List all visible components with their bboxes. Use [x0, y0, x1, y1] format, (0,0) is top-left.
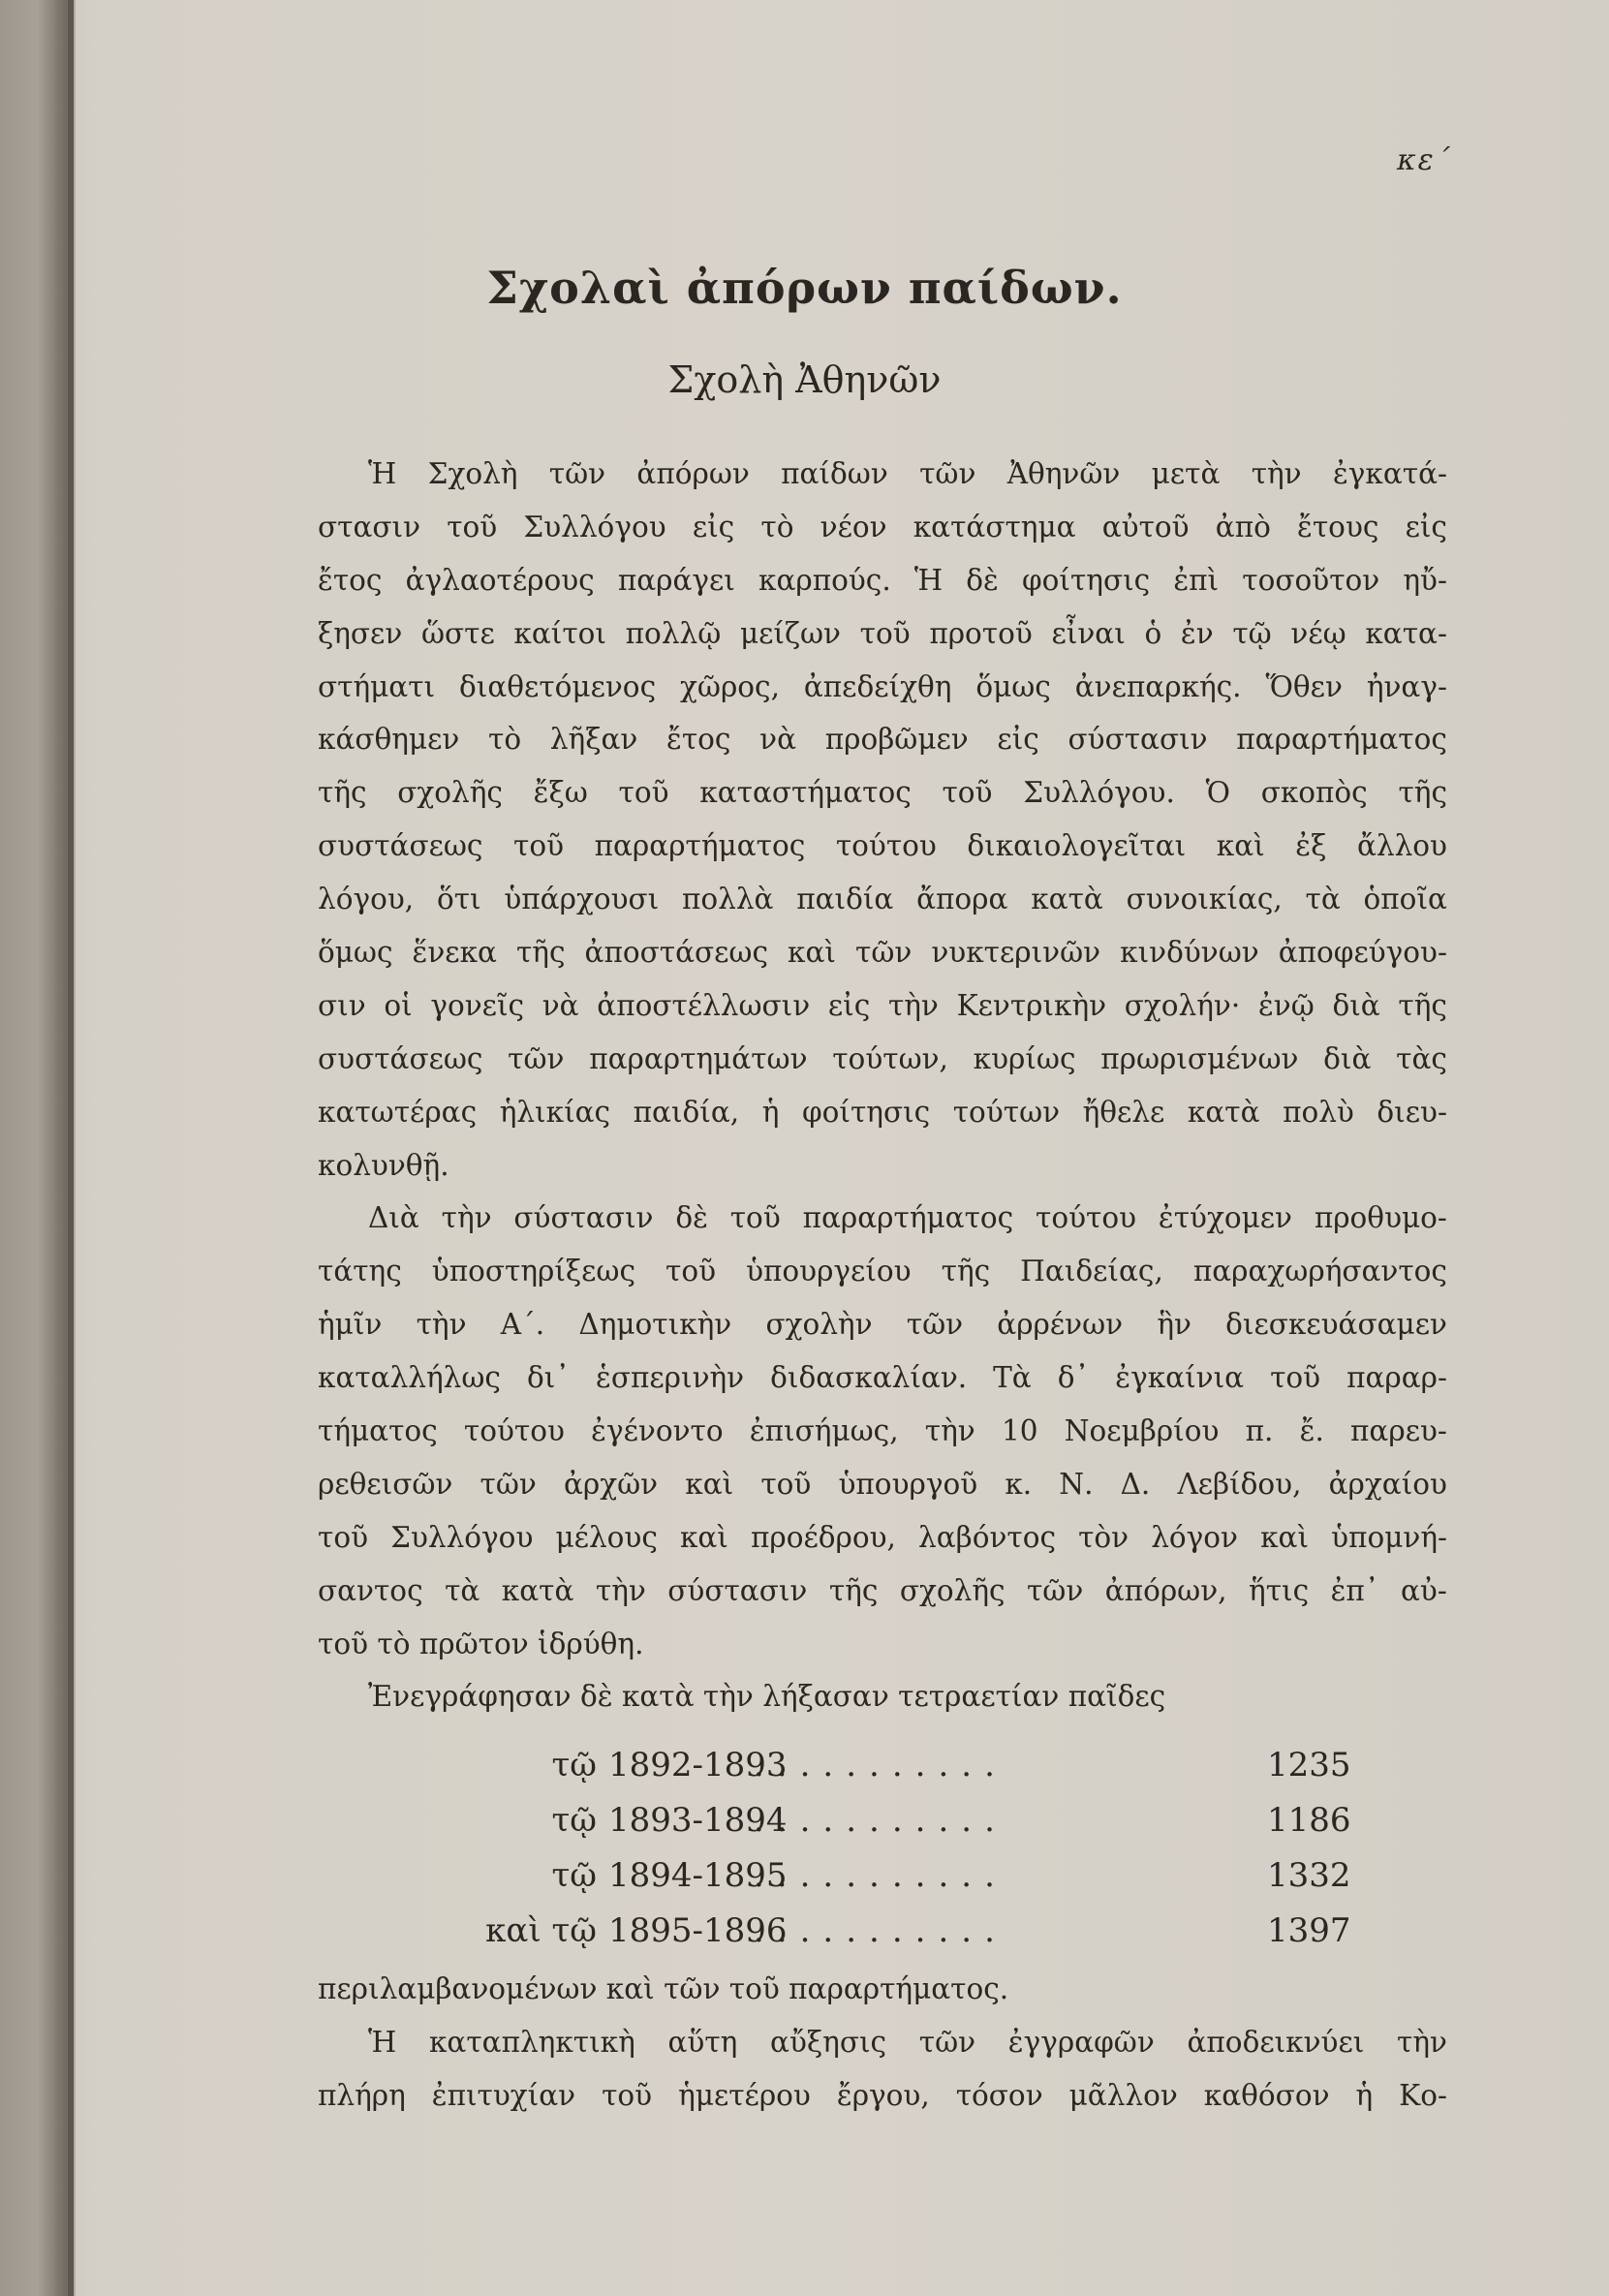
word: διευ-: [1377, 1095, 1447, 1129]
word: ἀρχῶν: [563, 1467, 659, 1501]
word: ἐξ: [1295, 829, 1327, 863]
word: ὑποστηρίξεως: [431, 1255, 636, 1288]
word: ἀποφεύγου-: [1278, 936, 1447, 970]
text-line: [318, 926, 1447, 979]
word: ὅμως: [975, 669, 1051, 703]
word: Ἡ: [368, 2025, 397, 2059]
word: τούτων,: [832, 1041, 948, 1075]
word: διὰ: [1332, 988, 1380, 1022]
word: σύστασιν: [1068, 723, 1208, 757]
text-line: [318, 873, 1447, 926]
word: εἰς: [1405, 510, 1447, 543]
word: λαβόντος: [918, 1520, 1056, 1554]
word: τῶν: [508, 1041, 565, 1075]
word: ἔτος: [666, 723, 731, 757]
word: ἔτους: [1297, 510, 1379, 543]
word: χῶρος,: [680, 669, 780, 703]
text-line: [318, 448, 1447, 501]
word: π.: [1245, 1414, 1274, 1448]
word: Ν.: [1059, 1467, 1094, 1501]
word: τοῦ: [665, 1255, 717, 1288]
word: κυρίως: [973, 1041, 1076, 1075]
word: ἑσπερινὴν: [596, 1361, 745, 1395]
word: Τὰ: [993, 1361, 1032, 1395]
enrollment-prefix: τῷ: [551, 1746, 597, 1784]
word: ἀνεπαρκής.: [1074, 669, 1242, 703]
word: ἐγένοντο: [591, 1414, 724, 1448]
word: Ἡ: [368, 457, 397, 490]
word: τῶν: [906, 1308, 964, 1342]
word: προβῶμεν: [824, 723, 969, 757]
word: ὅτι: [436, 883, 481, 916]
word: τήματος: [318, 1414, 438, 1448]
word: διεσκευάσαμεν: [1225, 1308, 1447, 1342]
word: κατωτέρας: [318, 1095, 478, 1129]
word: συνοικίας,: [1126, 883, 1283, 916]
word: διὰ: [1323, 1041, 1372, 1075]
word: τῶν: [918, 2025, 976, 2059]
word: τὴν: [924, 1414, 975, 1448]
word: ὁποῖα: [1363, 883, 1447, 916]
word: ὅμως: [318, 936, 393, 970]
word: σύστασιν: [667, 1573, 808, 1607]
text-line: [318, 661, 1447, 714]
word: Δημοτικὴν: [578, 1308, 732, 1342]
book-gutter: [0, 0, 76, 2296]
word: τὴν: [416, 1308, 467, 1342]
word: τὸ: [488, 723, 522, 757]
word: ἔτος: [318, 563, 383, 597]
word: τῆς: [941, 1255, 991, 1288]
word: ἐπιτυχίαν: [431, 2078, 576, 2112]
word: φοίτησις: [801, 1095, 931, 1129]
word: πολὺ: [1283, 1095, 1354, 1129]
word: τὸ: [760, 510, 794, 543]
leader-dots: ...........: [754, 1856, 1007, 1895]
word: παραχωρήσαντος: [1192, 1255, 1447, 1288]
word: ἄλλου: [1356, 829, 1447, 863]
word: παράγει: [617, 563, 735, 597]
word: ἐνῷ: [1257, 988, 1315, 1022]
enrollment-row: [318, 1739, 1447, 1792]
word: τῶν: [548, 457, 606, 490]
word: τόσον: [955, 2078, 1043, 2112]
word: στήματι: [318, 669, 436, 703]
word: νέῳ: [1290, 616, 1346, 650]
enrollment-count: 1186: [1267, 1801, 1351, 1840]
gutter-shadow: [68, 0, 74, 2296]
word: ηὔ-: [1403, 563, 1447, 597]
word: κατὰ: [1031, 883, 1103, 916]
text-line: [318, 1565, 1447, 1618]
word: καταστήματος: [699, 776, 912, 810]
word: Διὰ: [368, 1201, 419, 1235]
word: ἥτις: [1249, 1573, 1310, 1607]
word: καταπληκτικὴ: [428, 2025, 635, 2059]
word: ὁ: [1144, 616, 1162, 650]
enrollment-row: [318, 1849, 1447, 1903]
word: παραρτήματος: [594, 829, 806, 863]
word: τὴν: [595, 1573, 646, 1607]
word: ἐγκαίνια: [1115, 1361, 1245, 1395]
word: τῶν: [855, 936, 913, 970]
leader-dots: ...........: [754, 1801, 1007, 1840]
text-line: [318, 1245, 1447, 1298]
word: ἡ: [1355, 2078, 1374, 2112]
word: καταλλήλως: [318, 1361, 501, 1395]
word: τοῦ: [1270, 1361, 1321, 1395]
word: παρευ-: [1350, 1414, 1447, 1448]
text-line: [318, 1033, 1447, 1086]
word: σιν: [318, 988, 366, 1022]
word: δι᾽: [526, 1361, 571, 1395]
word: καίτοι: [513, 616, 606, 650]
text-line: [318, 979, 1447, 1033]
word: ἀπόρων,: [1104, 1573, 1227, 1607]
word: Κεντρικὴν: [956, 988, 1107, 1022]
text-line: [318, 1511, 1447, 1565]
word: Α΄.: [500, 1308, 545, 1342]
enrollment-row: [318, 1905, 1447, 1958]
word: δ᾽: [1057, 1361, 1090, 1395]
word: Ἡ: [913, 563, 944, 597]
text-line: [318, 713, 1447, 766]
word: ἀρρένων: [997, 1308, 1124, 1342]
text-line: κολυνθῇ.: [318, 1148, 449, 1182]
word: τοῦ: [447, 510, 498, 543]
enrollment-outro: περιλαμβανομένων καὶ τῶν τοῦ παραρτήματος.: [318, 1972, 1009, 2005]
word: ἀγλαοτέρους: [405, 563, 595, 597]
word: εἰς: [692, 510, 735, 543]
enrollment-count: 1332: [1267, 1856, 1351, 1895]
word: δὲ: [966, 563, 999, 597]
word: παραρ-: [1346, 1361, 1447, 1395]
word: Κο-: [1399, 2078, 1447, 2112]
word: κ.: [1005, 1467, 1033, 1501]
word: σαντος: [318, 1573, 423, 1607]
text-line: [318, 2016, 1447, 2069]
word: λόγου,: [318, 883, 415, 916]
word: ἐπ᾽: [1330, 1573, 1379, 1607]
word: τῶν: [480, 1467, 537, 1501]
word: ὑπουργοῦ: [838, 1467, 978, 1501]
word: παραρτήματος: [802, 1201, 1014, 1235]
word: ἠναγ-: [1366, 669, 1447, 703]
word: ἐγκατά-: [1332, 457, 1447, 490]
enrollment-years: 1894-1895: [608, 1856, 788, 1895]
word: αὐ-: [1401, 1573, 1447, 1607]
word: ἔξω: [533, 776, 588, 810]
word: παιδία,: [633, 1095, 740, 1129]
word: καὶ: [679, 1520, 728, 1554]
word: φοίτησις: [1022, 563, 1151, 597]
enrollment-count: 1235: [1267, 1746, 1351, 1784]
word: σχολῆς: [397, 776, 503, 810]
word: κατὰ: [1187, 1095, 1260, 1129]
word: καρπούς.: [758, 563, 891, 597]
word: σύστασιν: [513, 1201, 654, 1235]
word: ἕνεκα: [412, 936, 497, 970]
word: ἀπεδείχθη: [803, 669, 952, 703]
text-line: [318, 607, 1447, 661]
word: τούτου: [463, 1414, 565, 1448]
word: στασιν: [318, 510, 421, 543]
word: τὴν: [1397, 2025, 1447, 2059]
word: κατα-: [1365, 616, 1447, 650]
main-text: [318, 448, 1447, 1723]
word: δικαιολογεῖται: [967, 829, 1187, 863]
word: Παιδείας,: [1020, 1255, 1163, 1288]
word: ἀποδεικνύει: [1187, 2025, 1365, 2059]
word: ὑπομνή-: [1331, 1520, 1447, 1554]
word: ἐτύχομεν: [1158, 1201, 1292, 1235]
paragraph-1: [318, 448, 1447, 1192]
text-line: [318, 1298, 1447, 1351]
word: ἣν: [1157, 1308, 1191, 1342]
word: νυκτερινῶν: [931, 936, 1101, 970]
word: τοσοῦτον: [1242, 563, 1380, 597]
text-line: [318, 1351, 1447, 1405]
word: σκοπὸς: [1260, 776, 1368, 810]
word: καὶ: [685, 1467, 734, 1501]
word: καὶ: [1260, 1520, 1310, 1554]
enrollment-prefix: τῷ: [551, 1801, 597, 1840]
word: τοῦ: [942, 776, 993, 810]
word: ἡμῖν: [318, 1308, 383, 1342]
word: σχολήν·: [1124, 988, 1241, 1022]
word: ἡ: [761, 1095, 780, 1129]
word: καὶ: [1216, 829, 1265, 863]
word: τοῦ: [513, 829, 565, 863]
text-line: [318, 554, 1447, 607]
word: ἐπισήμως,: [749, 1414, 899, 1448]
section-subtitle: Σχολὴ Ἀθηνῶν: [667, 358, 942, 401]
page-number: κε΄: [1397, 143, 1452, 177]
enrollment-prefix: τῷ: [551, 1856, 597, 1895]
text-line: [318, 1086, 1447, 1139]
word: πολλῷ: [625, 616, 722, 650]
word: τῷ: [1232, 616, 1272, 650]
word: τοῦ: [859, 616, 911, 650]
word: προθυμο-: [1314, 1201, 1447, 1235]
word: αὔξησις: [770, 2025, 887, 2059]
word: τὴν: [441, 1201, 492, 1235]
text-line: [318, 501, 1447, 554]
word: Ὅθεν: [1265, 669, 1343, 703]
word: ἐπὶ: [1173, 563, 1220, 597]
word: τῶν: [1026, 1573, 1084, 1607]
word: ἔ.: [1299, 1414, 1324, 1448]
word: νέον: [820, 510, 887, 543]
word: τὰ: [445, 1573, 480, 1607]
word: τοῦ: [618, 776, 669, 810]
word: ἀρχαίου: [1328, 1467, 1447, 1501]
word: κατὰ: [501, 1573, 574, 1607]
paragraph-3: [318, 2016, 1447, 2123]
word: παραρτήματος: [1236, 723, 1447, 757]
word: τὴν: [1251, 457, 1302, 490]
word: πλήρη: [318, 2078, 406, 2112]
word: κινδύνων: [1120, 936, 1259, 970]
word: τοῦ: [729, 1201, 781, 1235]
word: μᾶλλον: [1068, 2078, 1178, 2112]
text-line: [318, 1458, 1447, 1511]
word: προτοῦ: [929, 616, 1033, 650]
word: ἡλικίας: [499, 1095, 611, 1129]
word: ἀποστέλλωσιν: [597, 988, 811, 1022]
text-line: [318, 2069, 1447, 2123]
enrollment-years: 1892-1893: [608, 1746, 788, 1784]
enrollment-row: [318, 1794, 1447, 1847]
text-line: [318, 1405, 1447, 1458]
word: αὕτη: [667, 2025, 738, 2059]
text-line: [318, 1192, 1447, 1245]
word: διδασκαλίαν.: [770, 1361, 968, 1395]
word: ρεθεισῶν: [318, 1467, 453, 1501]
word: ἔργου,: [836, 2078, 930, 2112]
word: κάσθημεν: [318, 723, 460, 757]
paragraph-2: [318, 1192, 1447, 1670]
word: νὰ: [541, 988, 579, 1022]
word: Δ.: [1120, 1467, 1151, 1501]
word: Νοεμβρίου: [1064, 1414, 1220, 1448]
word: συστάσεως: [318, 829, 483, 863]
word: αὐτοῦ: [1101, 510, 1190, 543]
leader-dots: ...........: [754, 1746, 1007, 1784]
word: λόγον: [1151, 1520, 1238, 1554]
word: εἶναι: [1051, 616, 1126, 650]
word: ξησεν: [318, 616, 403, 650]
word: ἀποστάσεως: [584, 936, 768, 970]
word: παραρτημάτων: [589, 1041, 808, 1075]
word: μετὰ: [1151, 457, 1221, 490]
word: τούτου: [1036, 1201, 1137, 1235]
word: παίδων: [781, 457, 888, 490]
word: τοῦ: [760, 1467, 812, 1501]
word: λῆξαν: [549, 723, 638, 757]
word: τὰς: [1396, 1041, 1447, 1075]
word: τῆς: [1398, 776, 1447, 810]
text-line: [318, 820, 1447, 873]
word: συστάσεως: [318, 1041, 483, 1075]
word: ἐγγραφῶν: [1007, 2025, 1155, 2059]
word: Συλλόγου: [390, 1520, 534, 1554]
word: τὸν: [1078, 1520, 1129, 1554]
text-line: τοῦ τὸ πρῶτον ἱδρύθη.: [318, 1627, 644, 1660]
word: Λεβίδου,: [1177, 1467, 1302, 1501]
word: σχολῆς: [899, 1573, 1006, 1607]
word: τοῦ: [318, 1520, 369, 1554]
word: τοῦ: [602, 2078, 653, 2112]
word: ὑπάρχουσι: [504, 883, 660, 916]
word: τάτης: [318, 1255, 402, 1288]
word: τῶν: [919, 457, 976, 490]
word: οἱ: [384, 988, 413, 1022]
section-title: Σχολαὶ ἀπόρων παίδων.: [486, 262, 1123, 314]
word: Ὁ: [1205, 776, 1230, 810]
word: ἀπὸ: [1215, 510, 1271, 543]
word: τῆς: [828, 1573, 879, 1607]
word: μέλους: [555, 1520, 658, 1554]
word: πολλὰ: [681, 883, 774, 916]
word: πρωρισμένων: [1100, 1041, 1299, 1075]
enrollment-years: 1895-1896: [608, 1911, 788, 1950]
closing-text: [318, 1963, 1447, 2123]
enrollment-years: 1893-1894: [608, 1801, 788, 1840]
enrollment-prefix: καὶ τῷ: [485, 1911, 597, 1950]
word: ἐν: [1180, 616, 1214, 650]
word: δὲ: [675, 1201, 708, 1235]
word: προέδρου,: [750, 1520, 896, 1554]
word: σχολὴν: [765, 1308, 873, 1342]
leader-dots: ...........: [754, 1911, 1007, 1950]
word: ὑπουργείου: [746, 1255, 912, 1288]
word: τούτων: [952, 1095, 1061, 1129]
word: καθόσον: [1203, 2078, 1330, 2112]
word: τῆς: [515, 936, 566, 970]
word: τούτου: [835, 829, 937, 863]
word: τὰ: [1305, 883, 1341, 916]
word: τῆς: [318, 776, 367, 810]
word: ἀπόρων: [636, 457, 750, 490]
word: παιδία: [796, 883, 894, 916]
text-line: [318, 766, 1447, 820]
word: γονεῖς: [430, 988, 525, 1022]
word: νὰ: [759, 723, 797, 757]
word: Σχολὴ: [427, 457, 518, 490]
word: 10: [1001, 1414, 1038, 1448]
word: κατάστημα: [913, 510, 1076, 543]
word: τῆς: [1398, 988, 1447, 1022]
word: Συλλόγου: [523, 510, 666, 543]
word: ἡμετέρου: [678, 2078, 811, 2112]
word: Ἀθηνῶν: [1006, 457, 1121, 490]
word: καὶ: [788, 936, 836, 970]
word: ἤθελε: [1082, 1095, 1165, 1129]
word: Συλλόγου.: [1023, 776, 1175, 810]
word: ὥστε: [420, 616, 495, 650]
word: μείζων: [739, 616, 841, 650]
word: εἰς: [827, 988, 871, 1022]
word: διαθετόμενος: [459, 669, 657, 703]
enrollment-intro: Ἐνεγράφησαν δὲ κατὰ τὴν λήξασαν τετραετίαν παῖδες: [368, 1680, 1166, 1714]
enrollment-count: 1397: [1267, 1911, 1351, 1950]
word: εἰς: [997, 723, 1039, 757]
word: ἄπορα: [916, 883, 1008, 916]
word: τὴν: [887, 988, 939, 1022]
